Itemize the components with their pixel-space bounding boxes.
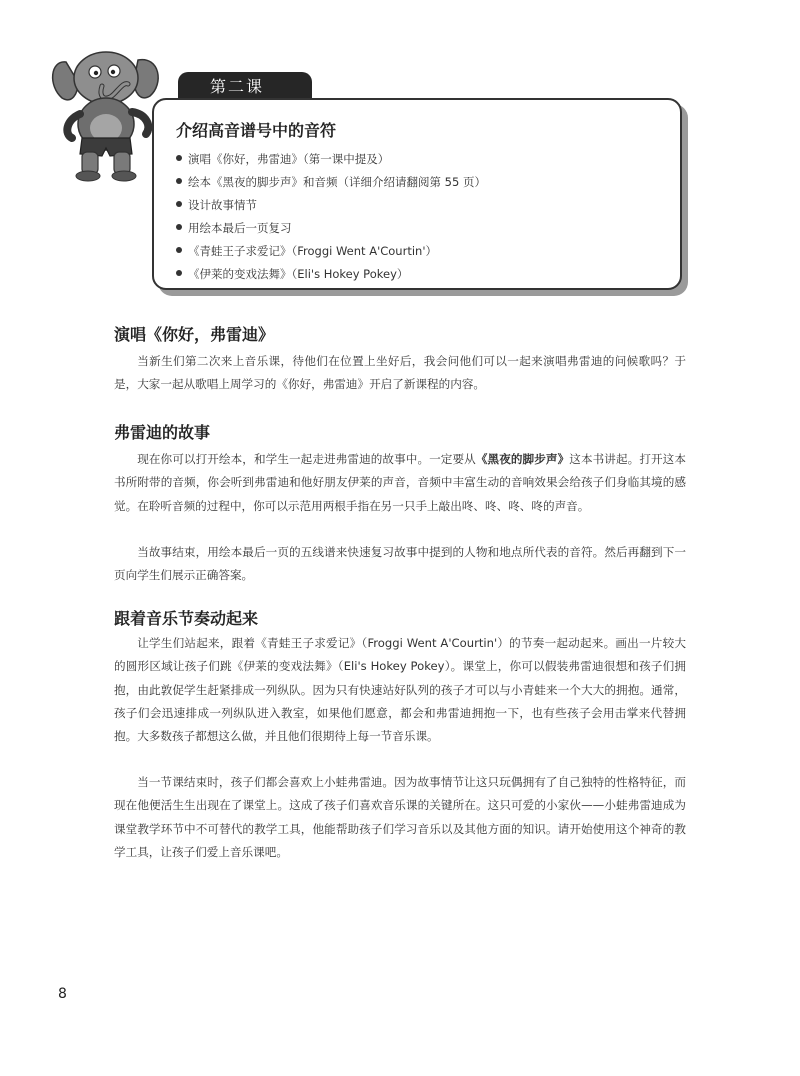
section-heading-story: 弗雷迪的故事 — [114, 423, 211, 442]
agenda-item: 《青蛙王子求爱记》（Froggi Went A'Courtin'） — [176, 240, 486, 263]
agenda-item: 绘本《黑夜的脚步声》和音频（详细介绍请翻阅第 55 页） — [176, 171, 486, 194]
elephant-illustration — [48, 42, 166, 184]
bullet-icon — [176, 201, 182, 207]
lesson-tab: 第二课 — [178, 72, 312, 102]
section-paragraph: 当新生们第二次来上音乐课，待他们在位置上坐好后，我会问他们可以一起来演唱弗雷迪的问候歌吗？于是，大家一起从歌唱上周学习的《你好，弗雷迪》开启了新课程的内容。 — [114, 354, 686, 392]
bullet-icon — [176, 178, 182, 184]
agenda-item: 演唱《你好，弗雷迪》（第一课中提及） — [176, 148, 486, 171]
agenda-item: 设计故事情节 — [176, 194, 486, 217]
section-heading-move: 跟着音乐节奏动起来 — [114, 609, 259, 628]
page-number: 8 — [58, 986, 67, 1002]
section-heading-sing: 演唱《你好，弗雷迪》 — [114, 325, 275, 344]
bullet-icon — [176, 155, 182, 161]
agenda-list — [176, 148, 486, 286]
bullet-icon — [176, 224, 182, 230]
agenda-item: 《伊莱的变戏法舞》（Eli's Hokey Pokey） — [176, 263, 486, 286]
lesson-summary-box — [152, 98, 682, 290]
bullet-icon — [176, 270, 182, 276]
section-paragraph: 让学生们站起来，跟着《青蛙王子求爱记》（Froggi Went A'Courtin'）的节奏一起动起来。画出一片较大的圆形区域让孩子们跳《伊莱的变戏法舞》（Eli's Hokey Pokey）。课堂上，你可以假装弗雷迪很想和孩子们拥抱，由此敦促学生赶紧排成一列纵队。因为只有快速站好队列的孩子才可以与小青蛙来一个大大的拥抱。通常，孩子们会迅速排成一列纵队进入教室，如果他们愿意，都会和弗雷迪拥抱一下，也有些孩子会用击掌来代替拥抱。大多数孩子都想这么做，并且他们很期待上每一节音乐课。 — [114, 636, 686, 744]
section-paragraph: 现在你可以打开绘本，和学生一起走进弗雷迪的故事中。一定要从《黑夜的脚步声》这本书讲起。打开这本书所附带的音频，你会听到弗雷迪和他好朋友伊莱的声音，音频中丰富生动的音响效果会给孩子们身临其境的感觉。在聆听音频的过程中，你可以示范用两根手指在另一只手上敲出咚、咚、咚、咚的声音。 — [114, 452, 686, 513]
lesson-title: 介绍高音谱号中的音符 — [176, 121, 337, 140]
agenda-item: 用绘本最后一页复习 — [176, 217, 486, 240]
bullet-icon — [176, 247, 182, 253]
book-title-bold: 《黑夜的脚步声》 — [475, 452, 570, 466]
section-paragraph: 当故事结束，用绘本最后一页的五线谱来快速复习故事中提到的人物和地点所代表的音符。然后再翻到下一页向学生们展示正确答案。 — [114, 545, 686, 583]
section-paragraph: 当一节课结束时，孩子们都会喜欢上小蛙弗雷迪。因为故事情节让这只玩偶拥有了自己独特的性格特征，而现在他便活生生出现在了课堂上。这成了孩子们喜欢音乐课的关键所在。这只可爱的小家伙——小蛙弗雷迪成为课堂教学环节中不可替代的教学工具，他能帮助孩子们学习音乐以及其他方面的知识。请开始使用这个神奇的教学工具，让孩子们爱上音乐课吧。 — [114, 775, 686, 859]
